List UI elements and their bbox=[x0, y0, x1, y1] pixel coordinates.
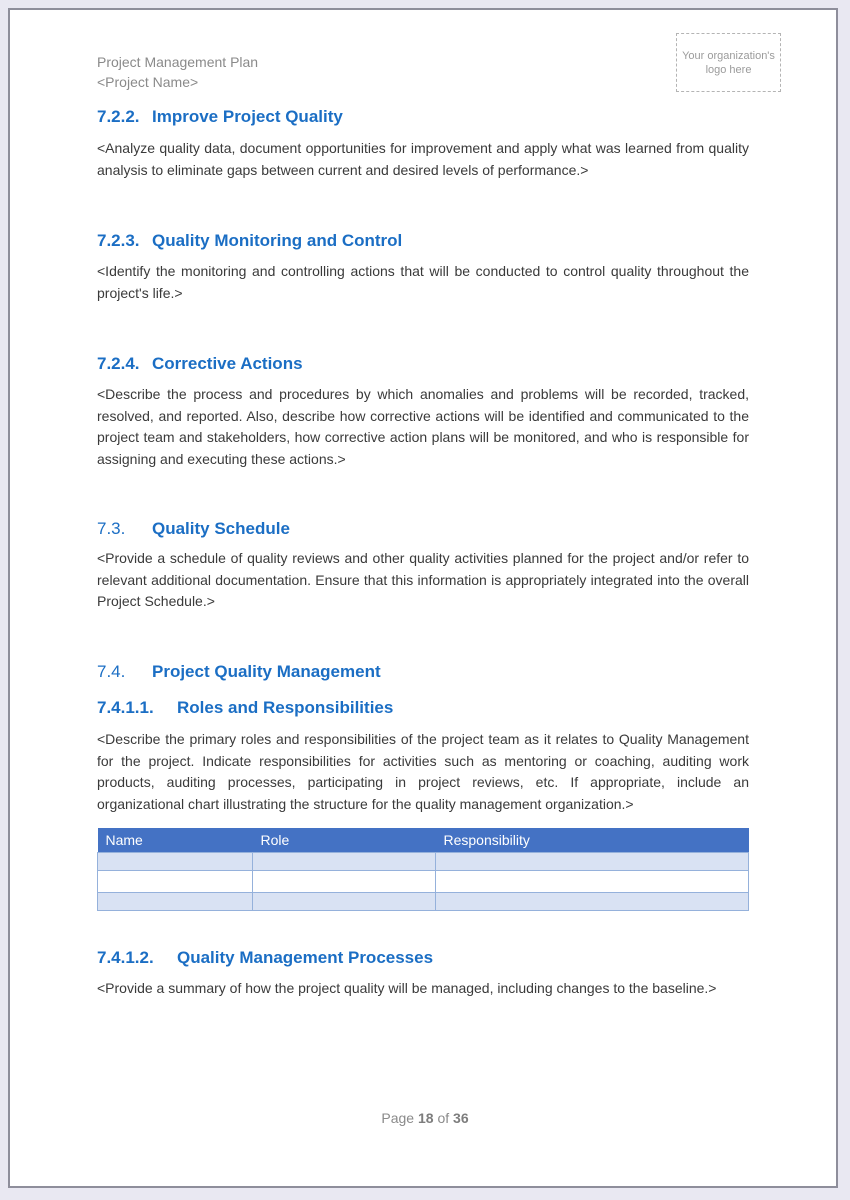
heading-title: Quality Monitoring and Control bbox=[152, 231, 403, 250]
roles-responsibilities-table bbox=[97, 828, 749, 911]
heading-7-2-4 bbox=[97, 352, 757, 376]
table-cell[interactable] bbox=[436, 871, 749, 893]
heading-number: 7.2.3. bbox=[97, 231, 140, 250]
table-header-row bbox=[98, 828, 749, 853]
footer-page-number: 18 bbox=[417, 1110, 434, 1126]
column-header-name: Name bbox=[98, 828, 253, 853]
paragraph-7-4-1-1: <Describe the primary roles and responsibilities of the project team as it relates to Quality Management for the project. Indicate responsibilities for activities such as mentoring or coaching, auditing work products, auditing processes, participating in project reviews, etc. If appropriate, include an organizational chart illustrating the structure for the quality management organization.> bbox=[97, 731, 749, 812]
table-cell[interactable] bbox=[98, 871, 253, 893]
heading-title: Roles and Responsibilities bbox=[177, 698, 394, 717]
heading-title: Quality Management Processes bbox=[177, 948, 434, 967]
heading-7-4-1-1 bbox=[97, 696, 757, 720]
logo-placeholder-text: Your organization's logo here bbox=[682, 49, 775, 76]
heading-number: 7.4.1.2. bbox=[97, 948, 154, 967]
table-row bbox=[98, 871, 749, 893]
table-cell[interactable] bbox=[98, 853, 253, 871]
table-cell[interactable] bbox=[436, 853, 749, 871]
footer-page-label: Page bbox=[381, 1110, 415, 1126]
table-row bbox=[98, 893, 749, 911]
project-name-placeholder: <Project Name> bbox=[97, 74, 199, 90]
page-footer bbox=[10, 1110, 840, 1126]
table-cell[interactable] bbox=[436, 893, 749, 911]
paragraph-7-2-2: <Analyze quality data, document opportunities for improvement and apply what was learned from quality analysis to eliminate gaps between current and desired levels of performance.> bbox=[97, 140, 749, 178]
document-page bbox=[8, 8, 838, 1188]
heading-7-2-2 bbox=[97, 105, 757, 129]
page-header bbox=[97, 52, 497, 92]
column-header-role: Role bbox=[253, 828, 436, 853]
heading-7-2-3 bbox=[97, 229, 757, 253]
table-cell[interactable] bbox=[253, 853, 436, 871]
heading-7-4-1-2 bbox=[97, 946, 757, 970]
logo-placeholder-box bbox=[676, 33, 781, 92]
table-cell[interactable] bbox=[253, 893, 436, 911]
paragraph-7-3: <Provide a schedule of quality reviews and other quality activities planned for the project and/or refer to relevant additional documentation. Ensure that this information is appropriately integrated into the overall Project Schedule.> bbox=[97, 550, 749, 609]
document-title: Project Management Plan bbox=[97, 54, 259, 70]
heading-number: 7.4.1.1. bbox=[97, 698, 154, 717]
heading-number: 7.4. bbox=[97, 662, 126, 681]
table-row bbox=[98, 853, 749, 871]
column-header-responsibility: Responsibility bbox=[436, 828, 749, 853]
heading-number: 7.3. bbox=[97, 519, 126, 538]
heading-number: 7.2.4. bbox=[97, 354, 140, 373]
paragraph-7-2-3: <Identify the monitoring and controlling actions that will be conducted to control quality throughout the project's life.> bbox=[97, 263, 749, 301]
footer-of-label: of bbox=[437, 1110, 450, 1126]
heading-title: Improve Project Quality bbox=[152, 107, 343, 126]
heading-title: Project Quality Management bbox=[152, 662, 381, 681]
heading-title: Corrective Actions bbox=[152, 354, 303, 373]
paragraph-7-2-4: <Describe the process and procedures by which anomalies and problems will be recorded, tracked, resolved, and reported. Also, describe how corrective actions will be identified and communicated to the project team and stakeholders, how corrective action plans will be monitored, and who is responsible for assigning and executing these actions.> bbox=[97, 386, 749, 467]
footer-total-pages: 36 bbox=[453, 1110, 469, 1126]
heading-7-4 bbox=[97, 660, 757, 684]
heading-title: Quality Schedule bbox=[152, 519, 290, 538]
table-cell[interactable] bbox=[98, 893, 253, 911]
paragraph-7-4-1-2: <Provide a summary of how the project quality will be managed, including changes to the baseline.> bbox=[97, 980, 717, 996]
heading-7-3 bbox=[97, 517, 757, 541]
table-cell[interactable] bbox=[253, 871, 436, 893]
heading-number: 7.2.2. bbox=[97, 107, 140, 126]
